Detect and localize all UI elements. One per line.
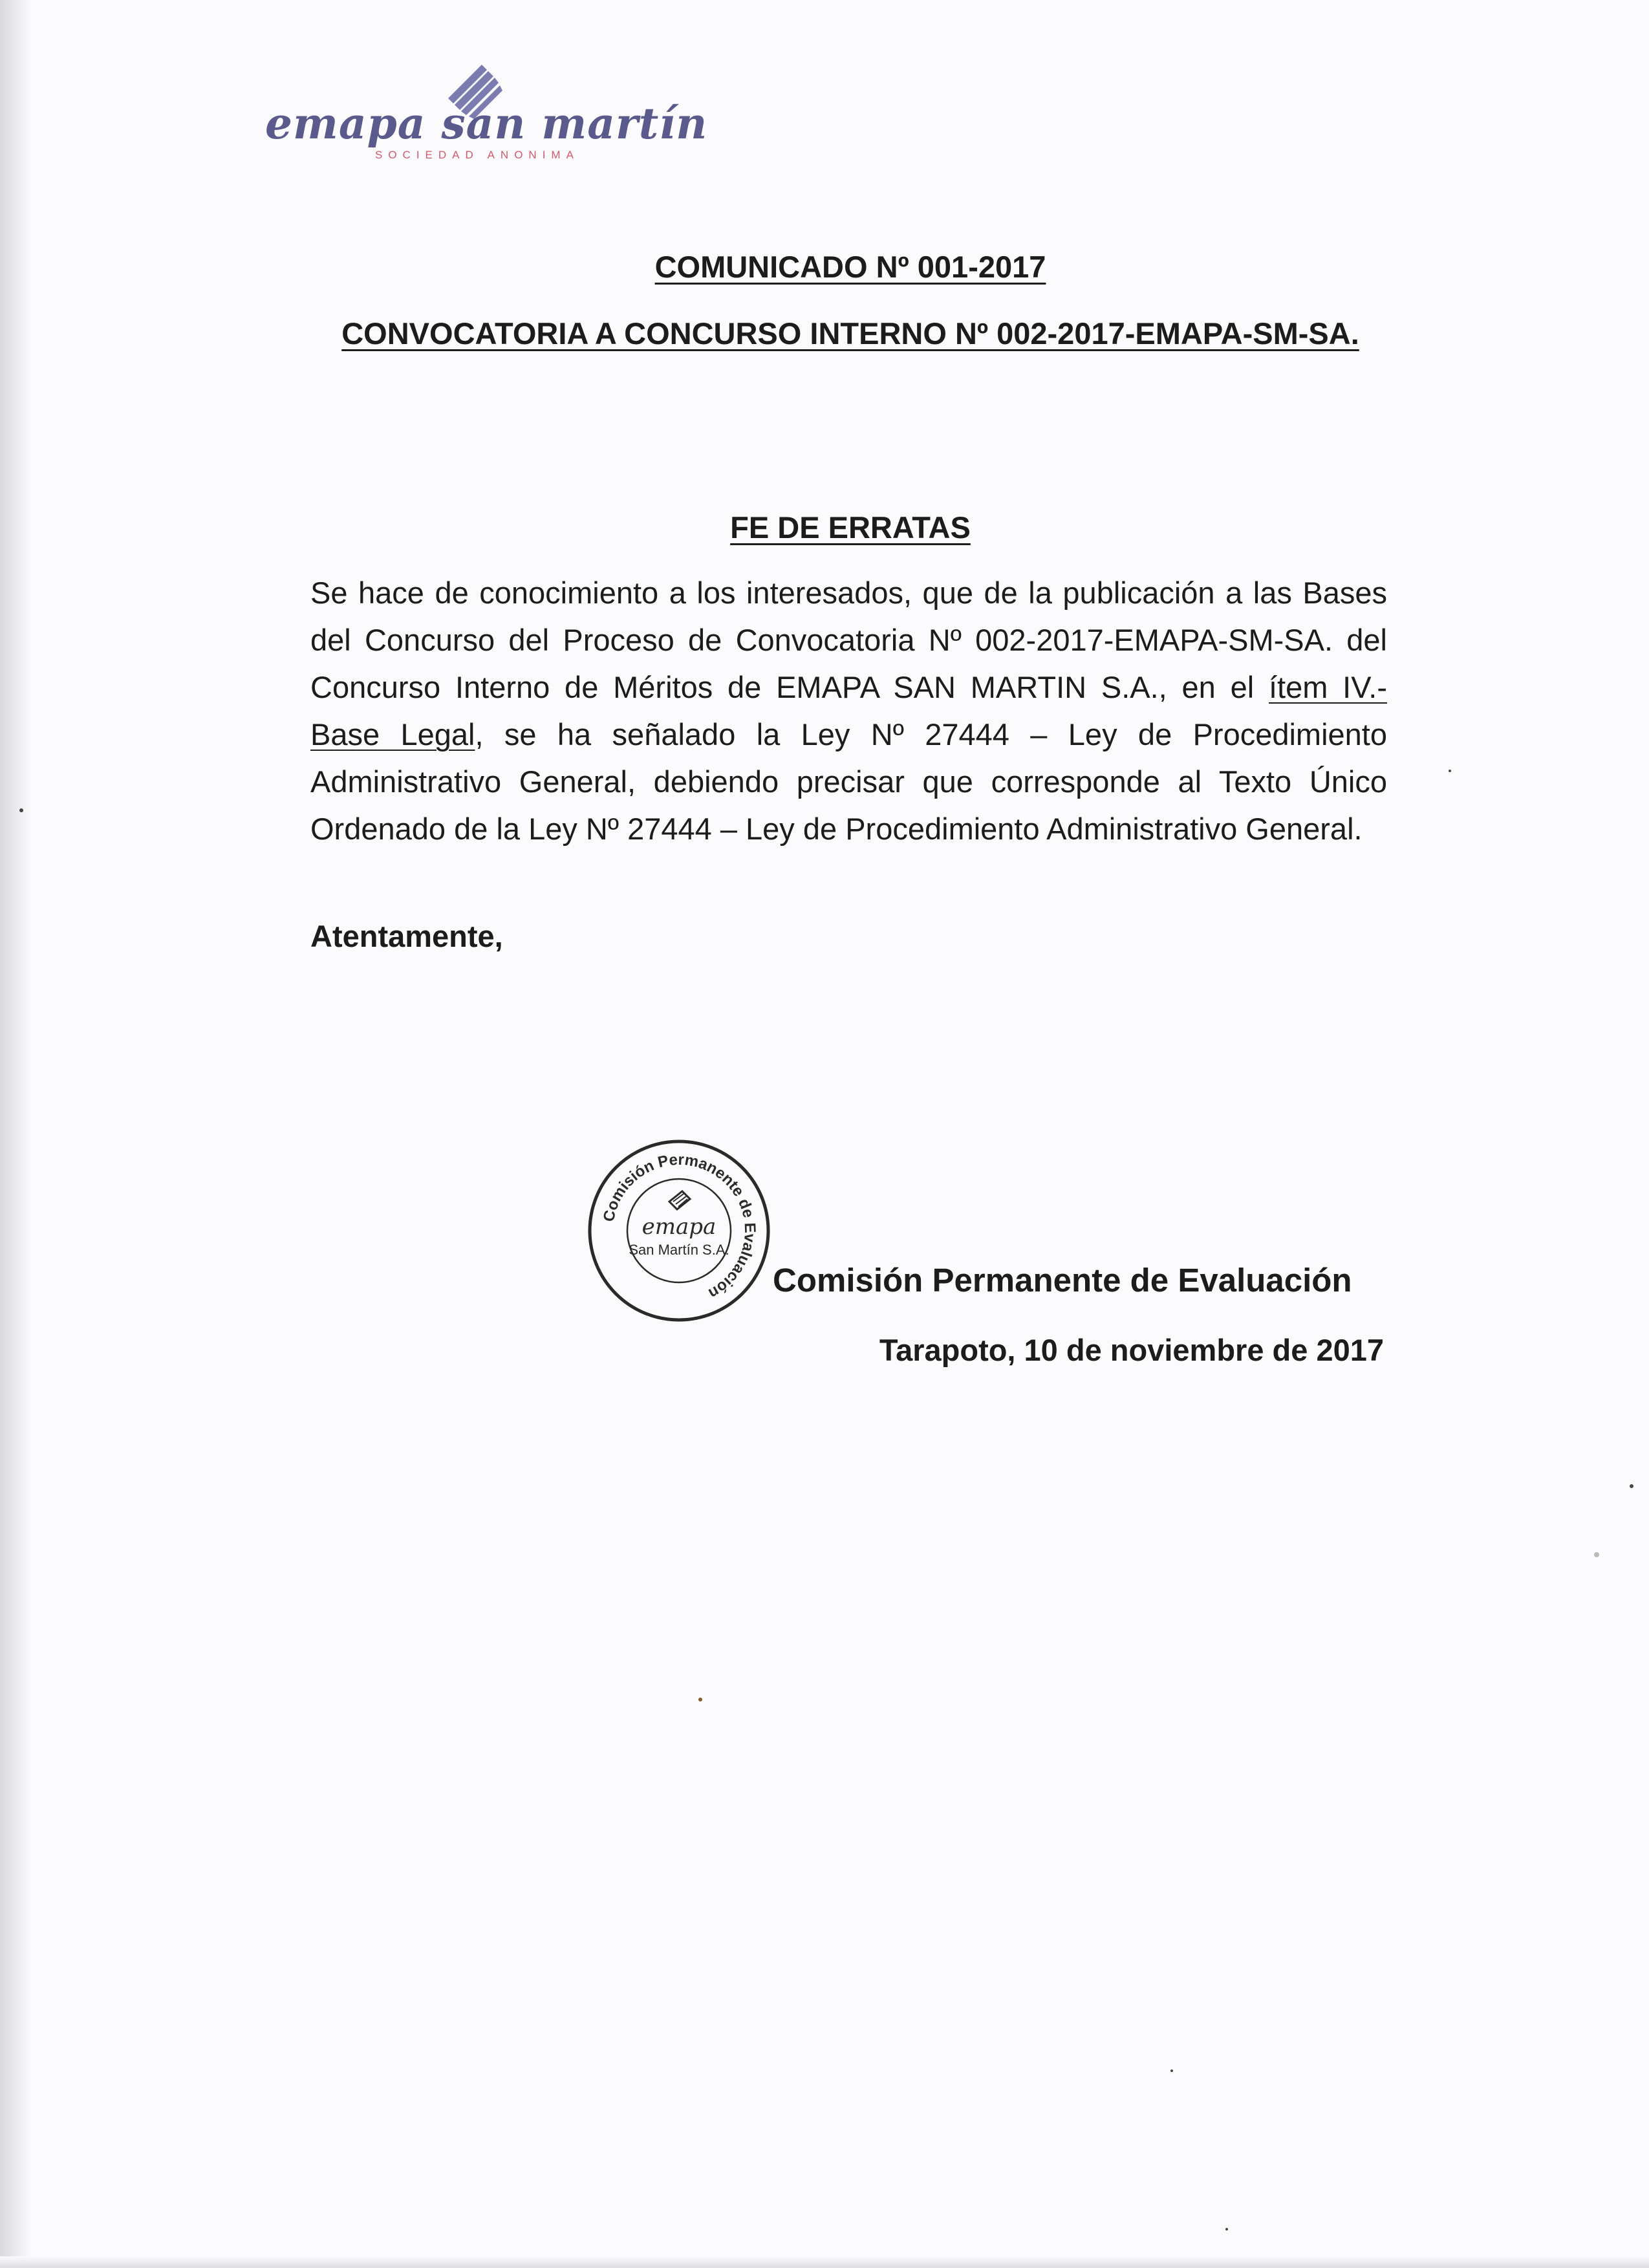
scan-speck	[1449, 770, 1451, 772]
place-and-date: Tarapoto, 10 de noviembre de 2017	[879, 1333, 1384, 1367]
logo-wordmark: emapa san martín	[265, 98, 708, 149]
scan-speck	[1225, 2228, 1228, 2230]
closing-salutation: Atentamente,	[310, 919, 503, 953]
scan-edge-bottom	[0, 2256, 1649, 2268]
official-seal-stamp	[585, 1137, 773, 1324]
stamp-center-line1: emapa	[641, 1214, 717, 1240]
scan-speck	[19, 808, 23, 812]
convocatoria-title: CONVOCATORIA A CONCURSO INTERNO Nº 002-2017-EMAPA-SM-SA.	[341, 316, 1359, 351]
scan-speck	[1630, 1484, 1633, 1488]
body-text-underlined: ítem IV.- Base Legal	[310, 670, 1387, 751]
stamp-center-line2: San Martín S.A.	[629, 1242, 729, 1258]
scan-speck	[698, 1698, 702, 1701]
body-paragraph	[310, 569, 1387, 852]
body-text-part2: , se ha señalado la Ley Nº 27444 – Ley de Procedimiento Administrativo General, debiendo precisar que corresponde al Texto Único Ordenado de la Ley Nº 27444 – Ley de Procedimiento Administrativo General.	[310, 717, 1388, 846]
stamp-logo-icon	[669, 1191, 690, 1209]
body-text-part1: Se hace de conocimiento a los interesados, que de la publicación a las Bases del Concurso del Proceso de Convocatoria Nº 002-2017-EMAPA-SM-SA. del Concurso Interno de Méritos de EMAPA SAN MARTIN S.A., en el	[310, 576, 1387, 704]
scan-speck	[1170, 2069, 1173, 2072]
scan-speck	[1594, 1552, 1599, 1557]
comunicado-title: COMUNICADO Nº 001-2017	[654, 250, 1046, 284]
stamp-ring-text: Comisión Permanente de Evaluación	[599, 1150, 759, 1302]
section-title: FE DE ERRATAS	[730, 510, 971, 545]
signature-committee-name: Comisión Permanente de Evaluación	[773, 1262, 1352, 1299]
company-logo	[265, 58, 708, 162]
logo-subtitle: SOCIEDAD ANONIMA	[375, 149, 579, 161]
